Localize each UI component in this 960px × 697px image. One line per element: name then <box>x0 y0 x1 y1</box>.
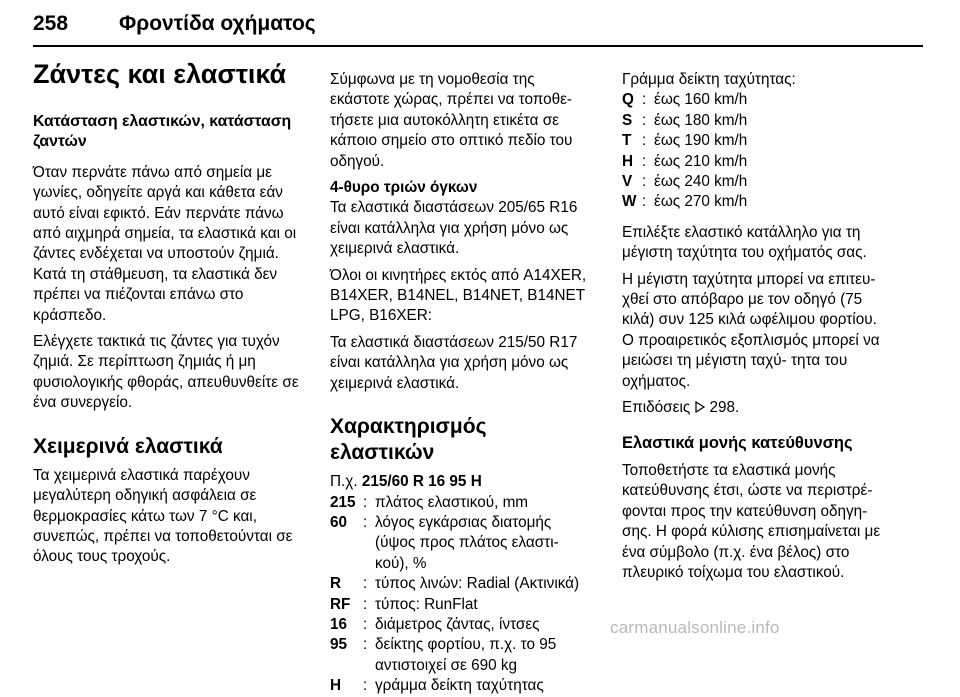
speed-colon: : <box>642 173 647 191</box>
winter-tyres-paragraph: Τα χειμερινά ελαστικά παρέχουν μεγαλύτερη οδηγική ασφάλεια σε θερμοκρασίες κάτω των 7 °C και, συνεπώς, πρέπει να τοποθετούνται σε όλους τους τροχούς. <box>33 466 293 566</box>
speed-index-list <box>622 90 892 212</box>
speed-code: S <box>622 111 633 129</box>
section-title: Φροντίδα οχήματος <box>119 12 316 35</box>
sedan-paragraph-2: Όλοι οι κινητήρες εκτός από A14XER, B14XER, B14NEL, B14NET, B14NET LPG, B16XER: <box>330 266 587 325</box>
speed-desc: έως 160 km/h <box>654 91 748 109</box>
speed-code: W <box>622 193 637 211</box>
spec-desc: γράμμα δείκτη ταχύτητας <box>375 677 544 695</box>
spec-list <box>330 493 595 697</box>
column-3 <box>622 70 892 589</box>
spec-desc: πλάτος ελαστικού, mm <box>375 493 529 511</box>
spec-code: 16 <box>330 615 348 633</box>
tyre-condition-paragraph-1: Όταν περνάτε πάνω από σημεία με γωνίες, οδηγείτε αργά και κάθετα εάν αυτό είναι εφικτό. Εάν περνάτε πάνω από αιχμηρά σημεία, τα ελαστικά και οι ζάντες ενδέχεται να υποστούν ζημιά. Κατά τη στάθμευση, τα ελαστικά δεν πρέπει να πιέζονται επάνω στο κράσπεδο. <box>33 163 297 324</box>
speed-colon: : <box>642 91 647 109</box>
spec-code: 60 <box>330 513 348 531</box>
spec-colon: : <box>363 615 368 633</box>
speed-colon: : <box>642 111 647 129</box>
speed-desc: έως 240 km/h <box>654 173 748 191</box>
page-reference-icon <box>694 401 706 413</box>
max-speed-paragraph-2: Η μέγιστη ταχύτητα μπορεί να επιτευ- χθεί στο απόβαρο με τον οδηγό (75 κιλά) συν 125 κιλά ωφέλιμου φορτίου. Ο προαιρετικός εξοπλισμός μπορεί να μειώσει τη μέγιστη ταχύ- τητα του οχήματος. <box>622 270 880 390</box>
directional-tyres-paragraph: Τοποθετήστε τα ελαστικά μονής κατεύθυνσης έτσι, ώστε να περιστρέ- φονται προς την κατεύθυνση οδηγη- σης. Η φορά κύλισης επισημαίνεται με ένα σύμβολο (π.χ. ένα βέλος) στο πλευρικό τοίχωμα του ελαστικού. <box>622 461 881 581</box>
speed-colon: : <box>642 152 647 170</box>
tyre-condition-paragraph-2: Ελέγχετε τακτικά τις ζάντες για τυχόν ζημιά. Σε περίπτωση ζημιάς ή μη φυσιολογικής φθοράς, απευθυνθείτε σε ένα συνεργείο. <box>33 333 299 412</box>
header-rule <box>33 45 923 47</box>
spec-colon: : <box>363 595 368 613</box>
performance-label: Επιδόσεις <box>622 399 691 417</box>
page-title: Ζάντες και ελαστικά <box>33 59 287 89</box>
spec-code: RF <box>330 595 351 613</box>
column-2 <box>330 70 595 697</box>
speed-row <box>622 111 892 131</box>
spec-row <box>330 595 595 615</box>
sedan-paragraph-3: Τα ελαστικά διαστάσεων 215/50 R17 είναι κατάλληλα για χρήση μόνο ως χειμερινά ελαστικά. <box>330 333 578 392</box>
speed-desc: έως 270 km/h <box>654 193 748 211</box>
speed-desc: έως 210 km/h <box>654 152 748 170</box>
spec-code: 215 <box>330 493 356 511</box>
column-1 <box>33 58 303 574</box>
speed-code: T <box>622 132 632 150</box>
spec-colon: : <box>363 677 368 695</box>
speed-row <box>622 192 892 212</box>
spec-row <box>330 615 595 635</box>
tyre-designation-heading: Χαρακτηρισμός ελαστικών <box>330 415 487 465</box>
spec-desc: δείκτης φορτίου, π.χ. το 95 αντιστοιχεί σε 690 kg <box>375 636 557 674</box>
spec-colon: : <box>363 575 368 593</box>
watermark: carmanualsonline.info <box>610 618 780 637</box>
spec-row <box>330 493 595 513</box>
max-speed-paragraph-1: Επιλέξτε ελαστικό κατάλληλο για τη μέγιστη ταχύτητα του οχήματός σας. <box>622 223 867 262</box>
sedan-paragraph-1: Τα ελαστικά διαστάσεων 205/65 R16 είναι κατάλληλα για χρήση μόνο ως χειμερινά ελαστικά. <box>330 199 578 258</box>
speed-row <box>622 152 892 172</box>
speed-code: Q <box>622 91 634 109</box>
speed-desc: έως 180 km/h <box>654 111 748 129</box>
page-header <box>33 6 923 46</box>
example-code: 215/60 R 16 95 H <box>361 473 482 491</box>
spec-desc: τύπος λινών: Radial (Ακτινικά) <box>375 575 580 593</box>
winter-tyres-heading: Χειμερινά ελαστικά <box>33 434 223 458</box>
spec-desc: διάμετρος ζάντας, ίντσες <box>375 615 540 633</box>
example-prefix: Π.χ. <box>330 473 358 491</box>
directional-tyres-heading: Ελαστικά μονής κατεύθυνσης <box>622 433 853 452</box>
spec-code: 95 <box>330 636 348 654</box>
spec-colon: : <box>363 493 368 511</box>
page-number: 258 <box>33 12 69 35</box>
spec-desc: λόγος εγκάρσιας διατομής (ύψος προς πλάτος ελαστι- κού), % <box>375 513 559 572</box>
spec-row <box>330 574 595 594</box>
performance-page-link[interactable]: 298. <box>709 399 740 417</box>
spec-code: H <box>330 677 342 695</box>
speed-desc: έως 190 km/h <box>654 132 748 150</box>
speed-code: V <box>622 173 633 191</box>
sedan-heading: 4-θυρο τριών όγκων <box>330 179 478 197</box>
spec-desc: τύπος: RunFlat <box>375 595 478 613</box>
spec-colon: : <box>363 513 368 531</box>
sticker-paragraph: Σύμφωνα με τη νομοθεσία της εκάστοτε χώρας, πρέπει να τοποθε- τήσετε μια αυτοκόλλητη ετικέτα σε κάποιο σημείο στο οπτικό πεδίο του οδηγού. <box>330 71 573 170</box>
speed-row <box>622 131 892 151</box>
speed-row <box>622 90 892 110</box>
speed-colon: : <box>642 193 647 211</box>
tyre-condition-heading: Κατάσταση ελαστικών, κατάσταση ζαντών <box>33 113 292 151</box>
spec-row <box>330 513 595 574</box>
spec-code: R <box>330 575 342 593</box>
speed-colon: : <box>642 132 647 150</box>
speed-row <box>622 172 892 192</box>
designation-example <box>330 472 595 492</box>
spec-row <box>330 635 595 676</box>
spec-row <box>330 676 595 696</box>
speed-code: H <box>622 152 634 170</box>
speed-index-intro: Γράμμα δείκτη ταχύτητας: <box>622 71 796 88</box>
performance-reference <box>622 398 892 418</box>
spec-colon: : <box>363 636 368 654</box>
